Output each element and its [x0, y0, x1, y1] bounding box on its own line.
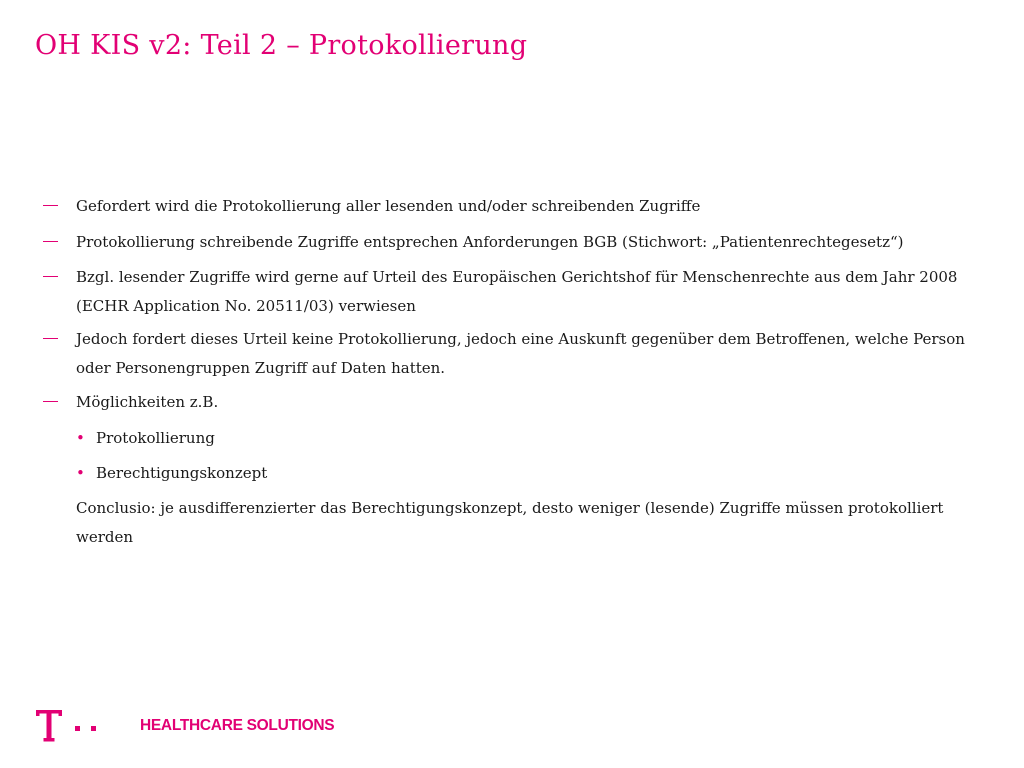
bullet-text: Jedoch fordert dieses Urteil keine Protokollierung, jedoch eine Auskunft gegenüber dem Betroffenen, welche Person oder Personengruppen Zugriff auf Daten hatten. [76, 330, 965, 377]
dash-bullet-icon [43, 276, 58, 277]
bullet-item [76, 325, 991, 383]
telekom-t-logo-icon [36, 708, 106, 746]
bullet-text: Bzgl. lesender Zugriffe wird gerne auf Urteil des Europäischen Gerichtshof für Menschenrechte aus dem Jahr 2008 (ECHR Application No. 20511/03) verwiesen [76, 268, 958, 315]
dot-bullet-icon: • [76, 429, 85, 447]
dash-bullet-icon [43, 338, 58, 339]
dash-bullet-icon [43, 205, 58, 206]
bullet-item [76, 263, 991, 321]
bullet-text: Möglichkeiten z.B. [76, 393, 219, 411]
slide-title: OH KIS v2: Teil 2 – Protokollierung [35, 30, 528, 61]
bullet-text: Gefordert wird die Protokollierung aller lesenden und/oder schreibenden Zugriffe [76, 197, 701, 215]
sub-bullet-text: Berechtigungskonzept [96, 464, 268, 482]
sub-bullet-text: Protokollierung [96, 429, 215, 447]
bullet-item [76, 192, 991, 221]
sub-bullet-item [76, 424, 215, 453]
bullet-text: Protokollierung schreibende Zugriffe entsprechen Anforderungen BGB (Stichwort: „Patientenrechtegesetz“) [76, 233, 904, 251]
brand-text: HEALTHCARE SOLUTIONS [140, 717, 335, 734]
conclusion-text: Conclusio: je ausdifferenzierter das Berechtigungskonzept, desto weniger (lesende) Zugriffe müssen protokolliert werden [76, 499, 944, 546]
bullet-item [76, 388, 991, 417]
bullet-item [76, 228, 991, 257]
footer [36, 708, 436, 748]
dash-bullet-icon [43, 401, 58, 402]
dot-bullet-icon: • [76, 464, 85, 482]
sub-bullet-item [76, 459, 267, 488]
dash-bullet-icon [43, 241, 58, 242]
